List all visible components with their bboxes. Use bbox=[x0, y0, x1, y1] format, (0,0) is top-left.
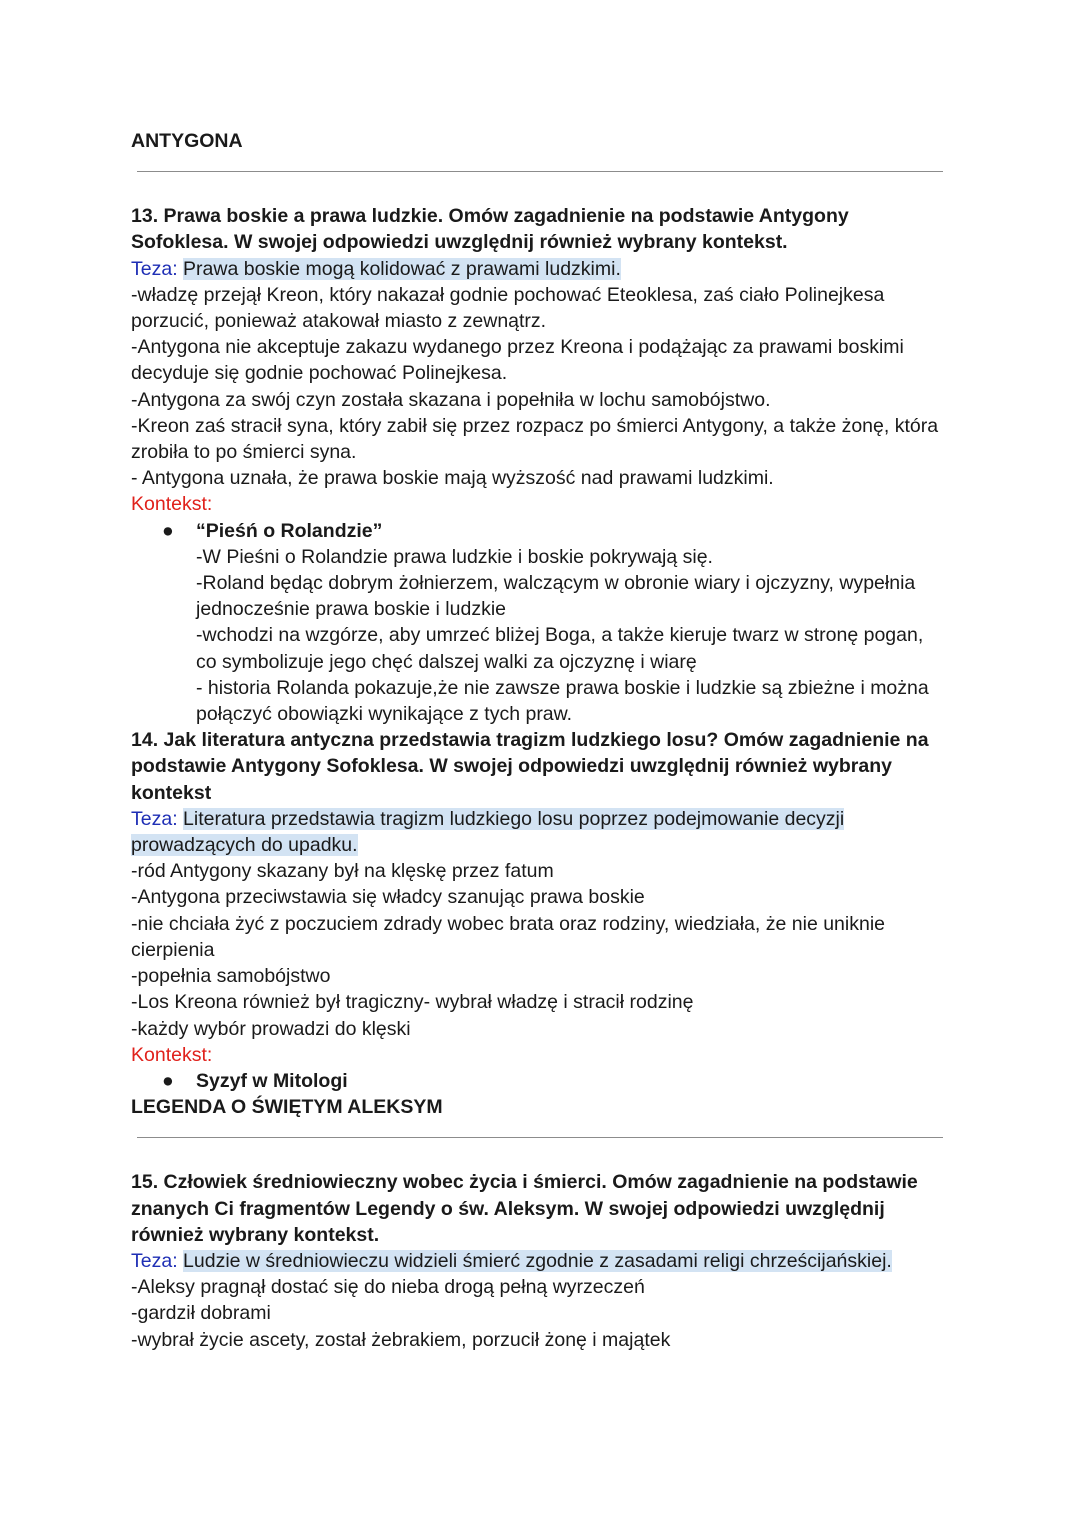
section-title-aleksy: LEGENDA O ŚWIĘTYM ALEKSYM bbox=[131, 1096, 443, 1119]
thesis-label: Teza: bbox=[131, 257, 178, 280]
thesis-label: Teza: bbox=[131, 1249, 178, 1272]
point: -władzę przejął Kreon, który nakazał godnie pochować Eteoklesa, zaś ciało Polinejkesa porzucić, ponieważ atakował miasto z zewnątrz. bbox=[131, 283, 885, 333]
thesis-text: Prawa boskie mogą kolidować z prawami ludzkimi. bbox=[183, 257, 621, 280]
point: - Antygona uznała, że prawa boskie mają wyższość nad prawami ludzkimi. bbox=[131, 467, 774, 490]
context-label: Kontekst: bbox=[131, 1043, 213, 1066]
point: -gardził dobrami bbox=[131, 1302, 271, 1325]
section-title-antygona: ANTYGONA bbox=[131, 130, 243, 152]
bullet-icon: ● bbox=[162, 1069, 174, 1092]
thesis-label: Teza: bbox=[131, 807, 178, 830]
point: -każdy wybór prowadzi do klęski bbox=[131, 1017, 411, 1040]
thesis-13 bbox=[131, 256, 943, 282]
point: -Antygona nie akceptuje zakazu wydanego przez Kreona i podążając za prawami boskimi decyduje się godnie pochować Polinejkesa. bbox=[131, 336, 904, 385]
point: -nie chciała żyć z poczuciem zdrady wobec brata oraz rodziny, wiedziała, że nie uniknie cierpienia bbox=[131, 912, 885, 961]
thesis-text: Literatura przedstawia tragizm ludzkiego losu poprzez podejmowanie decyzji prowadzących do upadku. bbox=[131, 807, 845, 857]
point: -Kreon zaś stracił syna, który zabił się przez rozpacz po śmierci Antygony, a także żonę, która zrobiła to po śmierci syna. bbox=[131, 414, 939, 464]
context-title: ● “Pieśń o Rolandzie” bbox=[196, 518, 943, 544]
point: -Antygona przeciwstawia się władcy szanując prawa boskie bbox=[131, 886, 645, 909]
context-point: -wchodzi na wzgórze, aby umrzeć bliżej Boga, a także kieruje twarz w stronę pogan, co symbolizuje jego chęć dalszej walki za ojczyznę i wiarę bbox=[196, 624, 924, 673]
context-label: Kontekst: bbox=[131, 493, 213, 516]
point: -popełnia samobójstwo bbox=[131, 965, 331, 988]
point: -Los Kreona również był tragiczny- wybrał władzę i stracił rodzinę bbox=[131, 991, 694, 1014]
context-point: -W Pieśni o Rolandzie prawa ludzkie i boskie pokrywają się. bbox=[196, 545, 713, 568]
context-point: -Roland będąc dobrym żołnierzem, walczącym w obronie wiary i ojczyzny, wypełnia jednocześnie prawa boskie i ludzkie bbox=[196, 572, 916, 621]
question-15: 15. Człowiek średniowieczny wobec życia i śmierci. Omów zagadnienie na podstawie znanych Ci fragmentów Legendy o św. Aleksym. W swojej odpowiedzi uwzględnij również wybrany kontekst. bbox=[131, 1171, 918, 1246]
bullet-icon: ● bbox=[162, 519, 174, 542]
question-14: 14. Jak literatura antyczna przedstawia tragizm ludzkiego losu? Omów zagadnienie na podstawie Antygony Sofoklesa. W swojej odpowiedzi uwzględnij również wybrany kontekst bbox=[131, 729, 929, 804]
point: -ród Antygony skazany był na klęskę przez fatum bbox=[131, 860, 554, 883]
context-title: ● Syzyf w Mitologi bbox=[196, 1068, 943, 1094]
context-bullet bbox=[131, 518, 943, 728]
context-bullet bbox=[131, 1068, 943, 1094]
point: -Antygona za swój czyn została skazana i popełniła w lochu samobójstwo. bbox=[131, 388, 771, 411]
thesis-15 bbox=[131, 1248, 943, 1274]
question-13: 13. Prawa boskie a prawa ludzkie. Omów zagadnienie na podstawie Antygony Sofoklesa. W swojej odpowiedzi uwzględnij również wybrany kontekst. bbox=[131, 205, 849, 254]
point: -wybrał życie ascety, został żebrakiem, porzucił żonę i majątek bbox=[131, 1328, 671, 1351]
document-page bbox=[131, 128, 943, 1353]
thesis-text: Ludzie w średniowieczu widzieli śmierć zgodnie z zasadami religi chrześcijańskiej. bbox=[183, 1249, 892, 1272]
context-point: - historia Rolanda pokazuje,że nie zawsze prawa boskie i ludzkie są zbieżne i można połączyć obowiązki wynikające z tych praw. bbox=[196, 676, 929, 726]
point: -Aleksy pragnął dostać się do nieba drogą pełną wyrzeczeń bbox=[131, 1276, 645, 1299]
thesis-14 bbox=[131, 806, 943, 858]
